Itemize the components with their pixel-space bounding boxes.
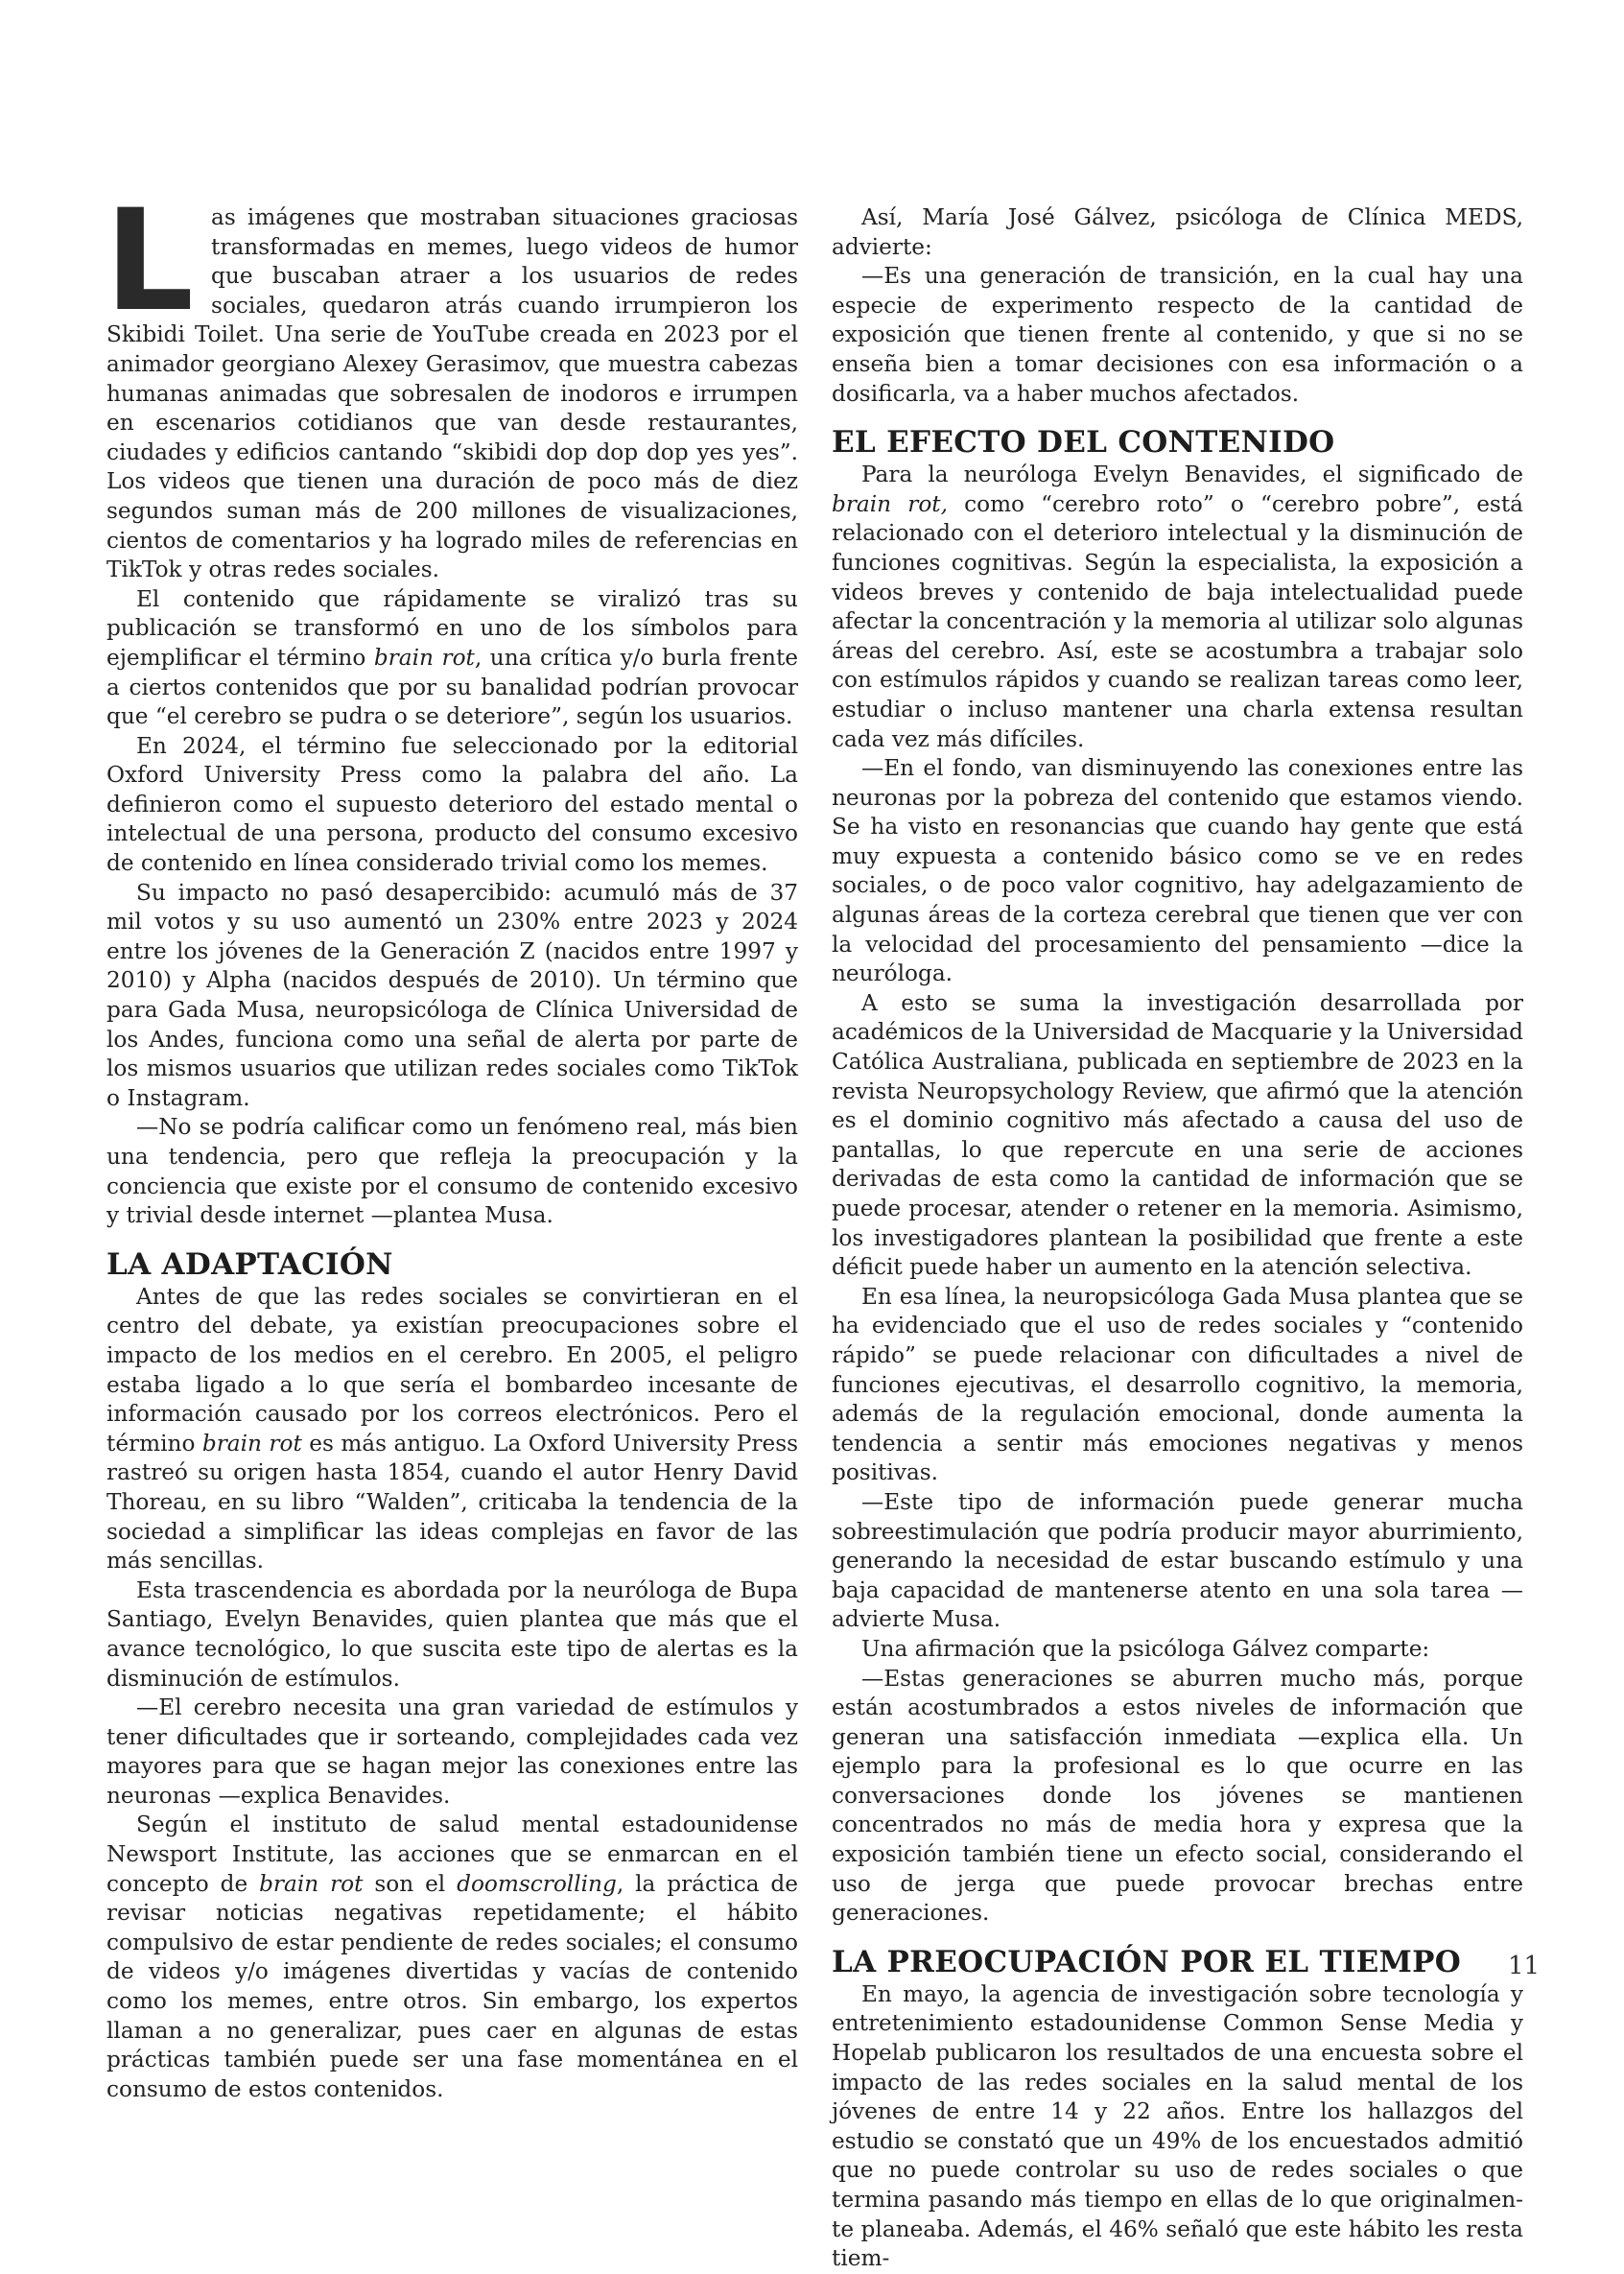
quote-paragraph: —Estas generaciones se aburren mucho más, porque están acostumbrados a estos niveles de información que generan una satisfacción inmediata —explica ella. Un ejemplo para la profesional es lo que ocurre en las conversaciones donde los jóvenes se mantienen concentrados no más de media hora y expresa que la exposición también tiene un efecto social, considerando el uso de jerga que puede provocar brechas entre generaciones. — [832, 1665, 1523, 1927]
page-number: 11 — [1508, 1952, 1541, 1980]
quote-paragraph: —No se podría calificar como un fenómeno real, más bien una tendencia, pero que refleja la preocupación y la conciencia que existe por el consumo de contenido excesivo y trivial desde internet —plantea Musa. — [106, 1114, 798, 1229]
body-paragraph: Según el instituto de salud mental estadounidense Newsport Institute, las acciones que se enmarcan en el concepto de brain rot son el doomscrolling, la práctica de revisar noticias negativas repetidamente; el hábito compulsivo de estar pendiente de redes sociales; el consumo de videos y/o imágenes divertidas y vacías de contenido como los memes, entre otros. Sin embargo, los expertos llaman a no generalizar, pues caer en algunas de estas prácticas también puede ser una fase momentánea en el consumo de estos contenidos. — [106, 1812, 798, 2102]
body-paragraph: A esto se suma la investigación desarrollada por académicos de la Universidad de Macquarie y la Universidad Católica Australiana, publicada en septiembre de 2023 en la revista Neuropsychology Review, que afirmó que la atención es el dominio cognitivo más afectado a causa del uso de pantallas, lo que repercute en una serie de acciones derivadas de esta como la cantidad de información que se puede procesar, atender o retener en la memoria. Asimismo, los investigadores plantean la posibilidad que frente a este déficit puede haber un aumento en la atención selectiva. — [832, 989, 1523, 1281]
intro-paragraph: Las imágenes que mostraban situaciones graciosas transformadas en memes, luego videos de humor que buscaban atraer a los usuarios de redes sociales, quedaron atrás cuando irrumpieron los Skibidi Toilet. Una serie de YouTube creada en 2023 por el animador georgiano Alexey Gerasimov, que muestra cabezas humanas animadas que sobresalen de inodoros e irrumpen en escenarios cotidianos que van desde restaurantes, ciudades y edificios cantando “skibidi dop dop dop yes yes”. Los videos que tienen una duración de poco más de diez segundos suman más de 200 millones de visualizaciones, cientos de comentarios y ha logrado miles de referencias en TikTok y otras redes sociales. — [105, 179, 798, 583]
body-paragraph: El contenido que rápidamente se viralizó tras su publicación se transformó en uno de los símbolos para ejemplificar el término brain rot, una crítica y/o burla frente a ciertos contenidos que por su banalidad podrían provocar que “el cerebro se pudra o se deteriore”, según los usuarios. — [106, 585, 798, 730]
body-paragraph: Su impacto no pasó desapercibido: acumuló más de 37 mil votos y su uso aumentó un 230% entre 2023 y 2024 entre los jóvenes de la Generación Z (nacidos entre 1997 y 2010) y Alpha (nacidos después de 2010). Un término que para Gada Musa, neuropsicóloga de Clínica Universidad de los Andes, funciona como una señal de alerta por parte de los mismos usuarios que utilizan redes sociales como TikTok o Instagram. — [106, 879, 798, 1111]
body-paragraph: En esa línea, la neuropsicóloga Gada Musa plantea que se ha evidenciado que el uso de redes sociales y “contenido rápido” se puede relacionar con dificultades a nivel de funciones ejecutivas, el desarrollo cognitivo, la memoria, además de la regulación emocional, donde aumenta la tendencia a sentir más emociones negativas y menos positivas. — [832, 1283, 1523, 1486]
section-heading-adaptacion: LA ADAPTACIÓN — [106, 1246, 393, 1282]
quote-paragraph: —El cerebro necesita una gran variedad de estímulos y tener dificultades que ir sorteando, complejidades cada vez mayores para que se hagan mejor las conexiones entre las neuronas —explica Benavides. — [106, 1694, 798, 1809]
body-paragraph: Para la neuróloga Evelyn Benavides, el significado de brain rot, como “cerebro roto” o “cerebro pobre”, está relacionado con el deterioro intelectual y la disminución de funciones cognitivas. Según la especialista, la exposición a videos breves y contenido de baja intelectualidad puede afectar la concentración y la memoria al utilizar solo algunas áreas del cerebro. Así, este se acostumbra a trabajar solo con estímulos rápidos y cuando se realizan tareas como leer, estudiar o incluso mantener una charla extensa resultan cada vez más difíciles. — [832, 462, 1523, 752]
section-heading-tiempo: LA PREOCUPACIÓN POR EL TIEMPO — [832, 1944, 1462, 1979]
body-paragraph: Así, María José Gálvez, psicóloga de Clínica MEDS, advierte: — [832, 204, 1523, 260]
body-paragraph: Antes de que las redes sociales se convirtieran en el centro del debate, ya existían preocupaciones sobre el impacto de los medios en el cerebro. En 2005, el peligro estaba ligado a lo que sería el bombardeo incesante de información causado por los correos electrónicos. Pero el término brain rot es más antiguo. La Oxford University Press rastreó su origen hasta 1854, cuando el autor Henry David Thoreau, en su libro “Walden”, criticaba la tendencia de la sociedad a simplificar las ideas complejas en favor de las más sencillas. — [106, 1283, 798, 1575]
drop-cap: L — [105, 179, 195, 343]
body-paragraph: Esta trascendencia es abordada por la neuróloga de Bupa Santiago, Evelyn Benavides, quien plantea que más que el avance tecnológico, lo que suscita este tipo de alertas es la disminución de estímulos. — [106, 1576, 798, 1692]
body-paragraph: Una afirmación que la psicóloga Gálvez comparte: — [861, 1635, 1430, 1662]
section-heading-efecto: EL EFECTO DEL CONTENIDO — [832, 425, 1335, 461]
right-column — [832, 203, 1523, 2274]
quote-paragraph: —En el fondo, van disminuyendo las conexiones entre las neuronas por la pobreza del contenido que estamos viendo. Se ha visto en resonancias que cuando hay gente que está muy expuesta a contenido básico como se ve en redes sociales, o de poco valor cognitivo, hay adelgazamiento de algunas áreas de la corteza cerebral que tienen que ver con la velocidad del procesamiento del pensamiento —dice la neuróloga. — [832, 755, 1523, 987]
body-paragraph: En mayo, la agencia de investigación sobre tecnología y entretenimiento estadounidense Common Sense Media y Hopelab publicaron los resultados de una encuesta sobre el impacto de las redes sociales en la salud mental de los jóvenes de entre 14 y 22 años. Entre los hallazgos del estudio se constató que un 49% de los encuestados admitió que no puede controlar su uso de redes sociales o que termina pasando más tiempo en ellas de lo que originalmente planeaba. Además, el 46% señaló que este hábito les resta tiem- — [832, 1980, 1523, 2272]
body-paragraph: En 2024, el término fue seleccionado por la editorial Oxford University Press como la palabra del año. La definieron como el supuesto deterioro del estado mental o intelectual de una persona, producto del consumo excesivo de contenido en línea considerado trivial como los memes. — [106, 732, 798, 877]
quote-paragraph: —Es una generación de transición, en la cual hay una especie de experimento respecto de la cantidad de exposición que tienen frente al contenido, y que si no se enseña bien a tomar decisiones con esa información o a dosificarla, va a haber muchos afectados. — [832, 263, 1523, 407]
left-column — [105, 179, 798, 2104]
quote-paragraph: —Este tipo de información puede generar mucha sobreestimulación que podría producir mayor aburrimiento, generando la necesidad de estar buscando estímulo y una baja capacidad de mantenerse atento en una sola tarea —advierte Musa. — [832, 1488, 1523, 1633]
